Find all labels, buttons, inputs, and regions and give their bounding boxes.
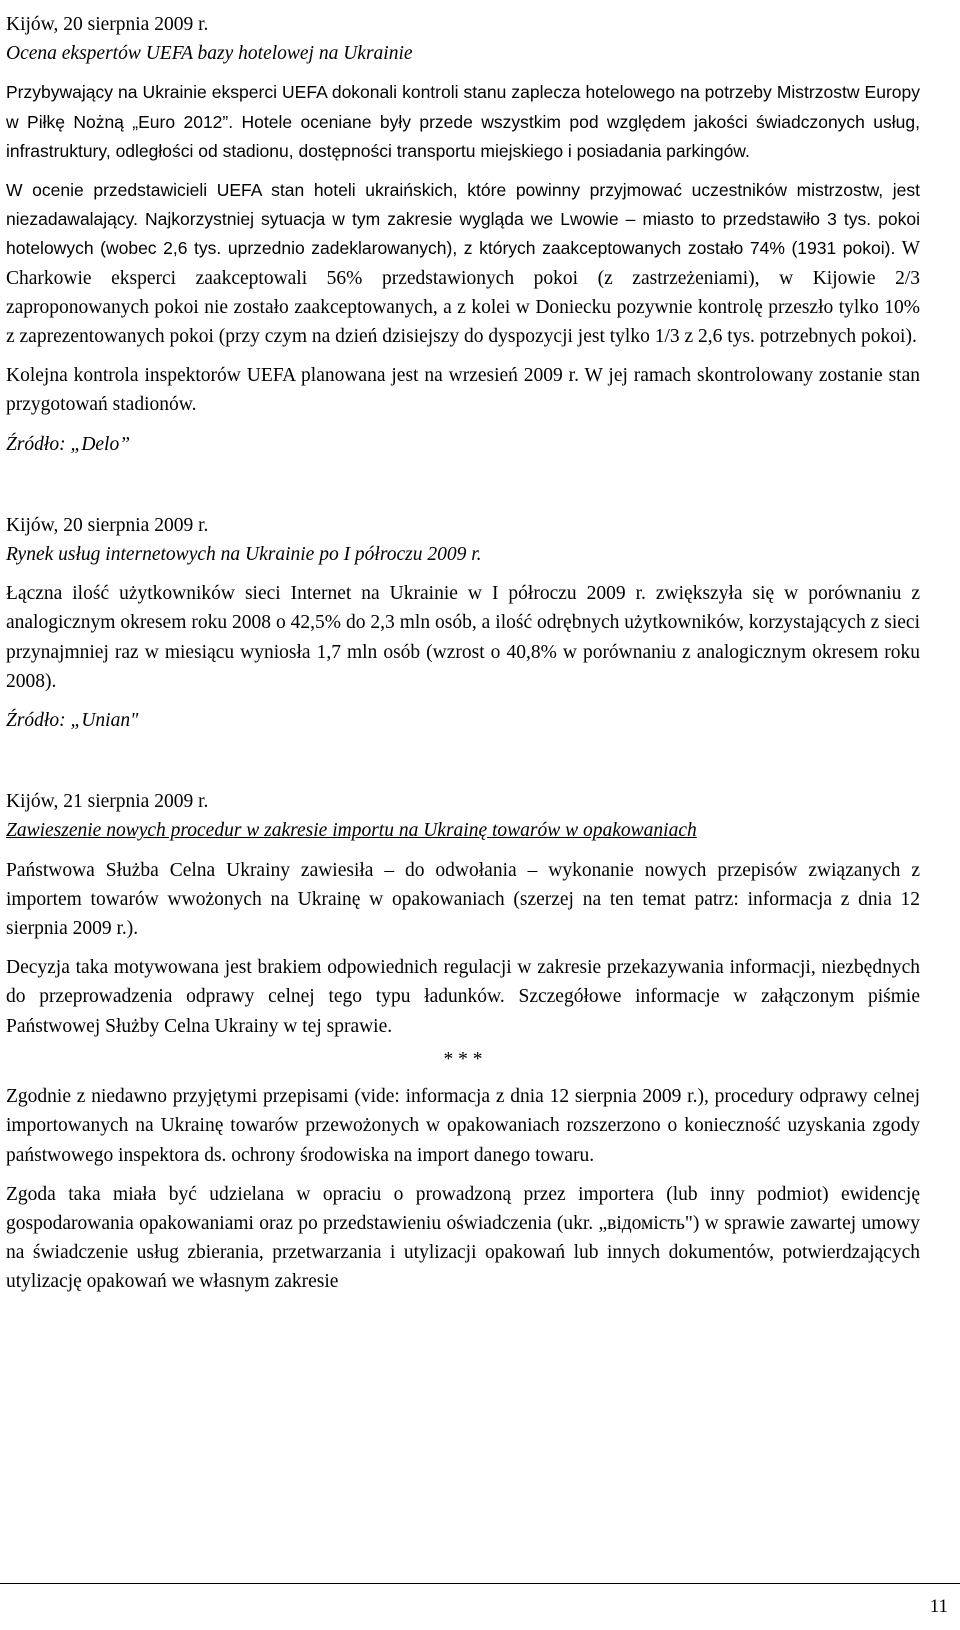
section-separator: * * * bbox=[443, 1048, 483, 1070]
page-number: 11 bbox=[929, 1596, 948, 1617]
section-date: Kijów, 20 sierpnia 2009 r. bbox=[6, 514, 209, 536]
paragraph: Łączna ilość użytkowników sieci Internet na Ukrainie w I półroczu 2009 r. zwiększyła się w porównaniu z analogicznym okresem roku 2008 o 42,5% do 2,3 mln osób, a ilość odrębnych użytkowników, korzystających z sieci przynajmniej raz w miesiącu wyniosła 1,7 mln osób (wzrost o 40,8% w porównaniu z analogicznym okresem roku 2008). bbox=[6, 583, 920, 692]
paragraph bbox=[6, 176, 920, 351]
section-title: Rynek usług internetowych na Ukrainie po I półroczu 2009 r. bbox=[6, 544, 482, 566]
paragraph: Przybywający na Ukrainie eksperci UEFA dokonali kontroli stanu zaplecza hotelowego na potrzeby Mistrzostw Europy w Piłkę Nożną „Euro 2012”. Hotele oceniane były przede wszystkim pod względem jakości świadczonych usług, infrastruktury, odległości od stadionu, dostępności transportu miejskiego i posiadania parkingów. bbox=[6, 82, 920, 161]
section-date: Kijów, 20 sierpnia 2009 r. bbox=[6, 14, 209, 35]
section-title: Zawieszenie nowych procedur w zakresie importu na Ukrainę towarów w opakowaniach bbox=[6, 820, 697, 842]
footer-rule bbox=[0, 1583, 960, 1584]
paragraph: Zgodnie z niedawno przyjętymi przepisami (vide: informacja z dnia 12 sierpnia 2009 r.), procedury odprawy celnej importowanych na Ukrainę towarów przewożonych w opakowaniach rozszerzono o konieczność uzyskania zgody państwowego inspektora ds. ochrony środowiska na import danego towaru. bbox=[6, 1086, 920, 1166]
paragraph-sans-part: W ocenie przedstawicieli UEFA stan hoteli ukraińskich, które powinny przyjmować uczestników mistrzostw, jest niezadawalający. Najkorzystniej sytuacja w tym zakresie wygląda we Lwowie – miasto to przedstawiło 3 tys. pokoi hotelowych (wobec 2,6 tys. uprzednio zadeklarowanych), z których zaakceptowanych zostało 74% (1931 pokoi). bbox=[6, 180, 920, 259]
section-title: Ocena ekspertów UEFA bazy hotelowej na Ukrainie bbox=[6, 43, 413, 65]
paragraph-serif-part: W Charkowie eksperci zaakceptowali 56% przedstawionych pokoi (z zastrzeżeniami), w Kijowie 2/3 zaproponowanych pokoi nie zostało zaakceptowanych, a z kolei w Doniecku pozywnie kontrolę przeszło tylko 10% z zaprezentowanych pokoi (przy czym na dzień dzisiejszy do dyspozycji jest tylko 1/3 z 2,6 tys. potrzebnych pokoi). bbox=[6, 238, 920, 348]
source-citation: Źródło: „Delo” bbox=[6, 433, 131, 455]
paragraph: Państwowa Służba Celna Ukrainy zawiesiła – do odwołania – wykonanie nowych przepisów związanych z importem towarów wwożonych na Ukrainę w opakowaniach (szerzej na ten temat patrz: informacja z dnia 12 sierpnia 2009 r.). bbox=[6, 859, 920, 940]
section-date: Kijów, 21 sierpnia 2009 r. bbox=[6, 791, 209, 813]
source-citation: Źródło: „Unian" bbox=[6, 710, 139, 732]
paragraph: Kolejna kontrola inspektorów UEFA planowana jest na wrzesień 2009 r. W jej ramach skontrolowany zostanie stan przygotowań stadionów. bbox=[6, 365, 920, 416]
paragraph: Decyzja taka motywowana jest brakiem odpowiednich regulacji w zakresie przekazywania informacji, niezbędnych do przeprowadzenia odprawy celnej tego typu ładunków. Szczegółowe informacje w załączonym piśmie Państwowej Służby Celna Ukrainy w tej sprawie. bbox=[6, 957, 920, 1037]
document-page bbox=[6, 10, 920, 1297]
paragraph: Zgoda taka miała być udzielana w opraciu o prowadzoną przez importera (lub inny podmiot) ewidencję gospodarowania opakowaniami oraz po przedstawieniu oświadczenia (ukr. „відомість") w sprawie zawartej umowy na świadczenie usług zbierania, przetwarzania i utylizacji opakowań lub innych dokumentów, potwierdzających utylizację opakowań we własnym zakresie bbox=[6, 1183, 920, 1293]
